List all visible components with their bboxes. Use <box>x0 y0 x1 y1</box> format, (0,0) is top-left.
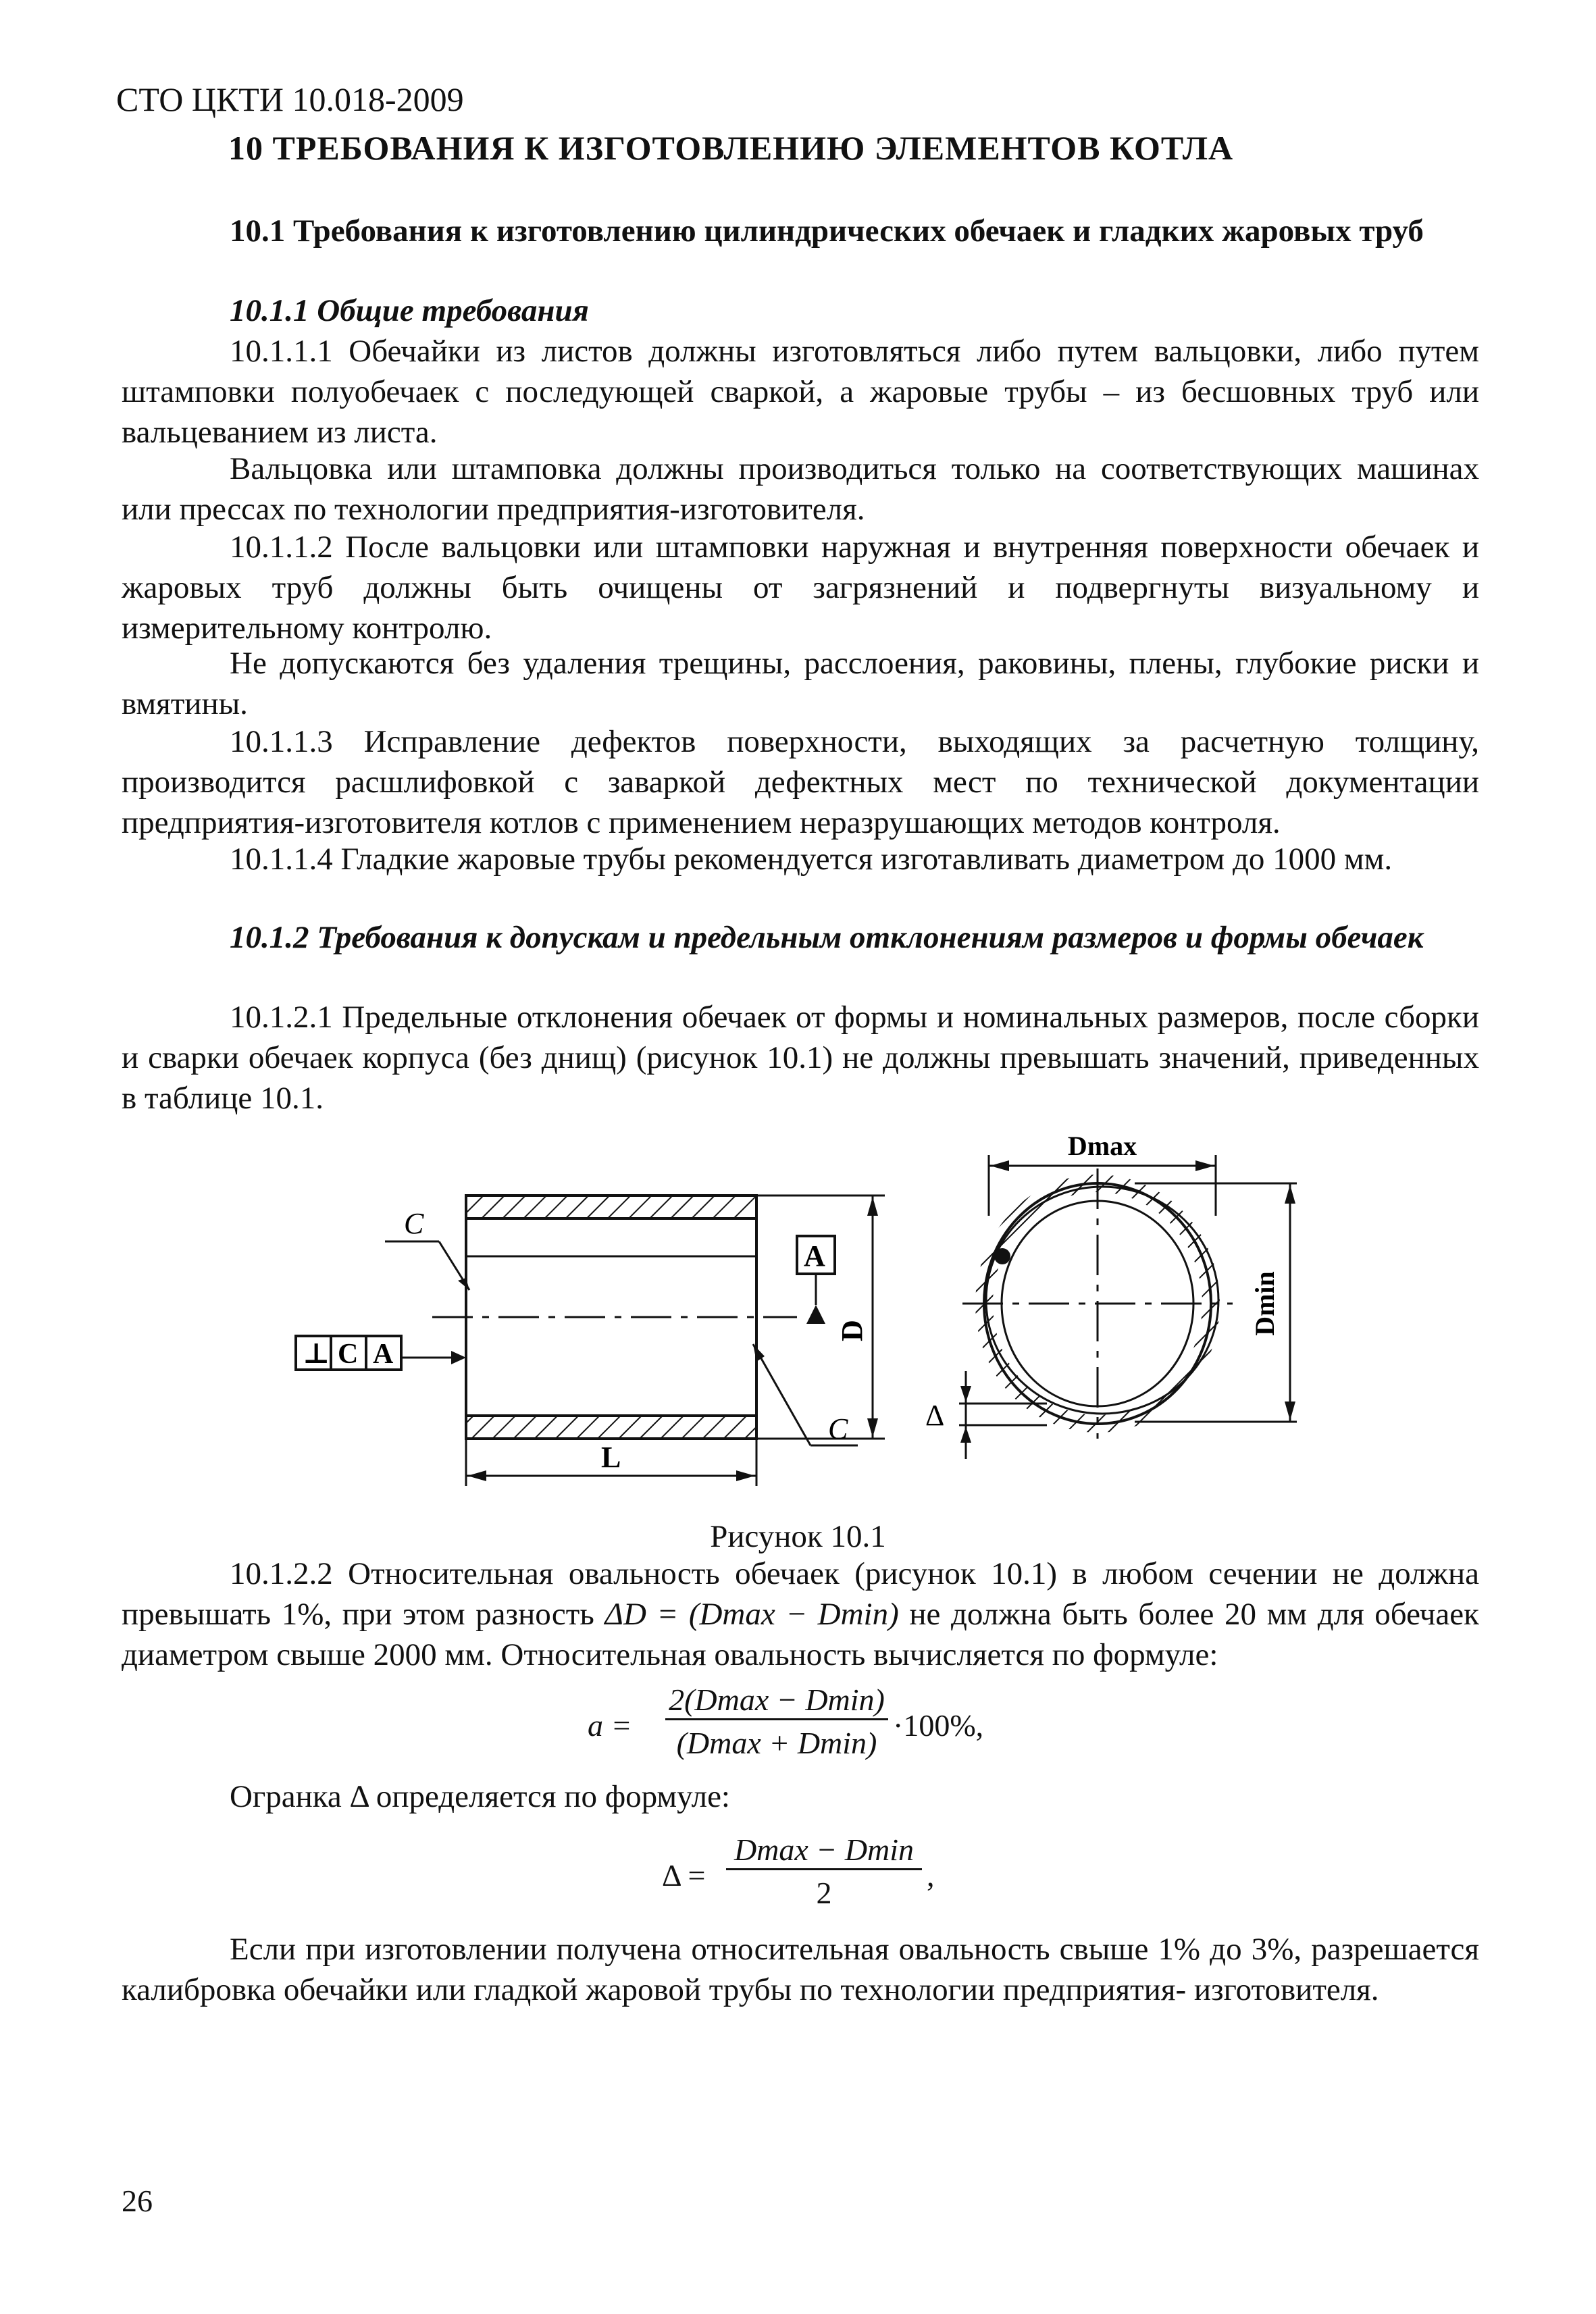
paragraph-10-1-2-1: 10.1.2.1 Предельные отклонения обечаек от формы и номинальных размеров, после сборки и сварки обечаек корпуса (без днищ) (рисунок 10.1) не должны превышать значений, приведенных в таблице 10.1. <box>122 1000 1479 1116</box>
paragraph-rolling: Вальцовка или штамповка должны производиться только на соответствующих машинах или прессах по технологии предприятия-изготовителя. <box>122 451 1479 527</box>
paragraph-10-1-2-2-start: 10.1.2.2 Относительная овальность обечаек (рисунок 10.1) в любом сечении не должна превышать 1%, при этом разность <box>122 1556 1479 1632</box>
paragraph-defects: Не допускаются без удаления трещины, расслоения, раковины, плены, глубокие риски и вмятины. <box>122 646 1479 721</box>
label-dmax: Dmax <box>1067 1131 1137 1161</box>
label-c-bottom: C <box>828 1412 848 1445</box>
formula-ovality-suffix: ·100%, <box>893 1708 984 1743</box>
formula-faceting-numerator: Dmax − Dmin <box>733 1832 915 1867</box>
paragraph-10-1-1-2: 10.1.1.2 После вальцовки или штамповки наружная и внутренняя поверхности обечаек и жаровых труб должны быть очищены от загрязнений и подвергнуты визуальному и измерительному контролю. <box>122 530 1479 646</box>
formula-ovality-lhs: a = <box>588 1708 632 1743</box>
label-delta: Δ <box>925 1399 945 1432</box>
page-number: 26 <box>122 2184 153 2218</box>
datum-label-a: A <box>804 1239 825 1272</box>
paragraph-10-1-1-4: 10.1.1.4 Гладкие жаровые трубы рекомендуется изготавливать диаметром до 1000 мм. <box>230 842 1393 877</box>
formula-ovality-numerator: 2(Dmax − Dmin) <box>669 1682 885 1717</box>
shell-side-view <box>296 1195 885 1486</box>
fraction-bar <box>665 1718 888 1720</box>
document-code: СТО ЦКТИ 10.018-2009 <box>116 80 464 118</box>
subsection-title-10-1: 10.1 Требования к изготовлению цилиндрических обечаек и гладких жаровых труб <box>230 213 1424 249</box>
tolerance-label-c: C <box>338 1339 359 1370</box>
paragraph-10-1-2-2 <box>122 1553 1479 1675</box>
formula-ovality <box>588 1682 1060 1770</box>
figure-shell-drawing <box>284 1121 1337 1499</box>
formula-faceting-lhs: Δ = <box>662 1858 706 1893</box>
paragraph-10-1-1-1: 10.1.1.1 Обечайки из листов должны изготовляться либо путем вальцовки, либо путем штамповки полуобечаек с последующей сваркой, а жаровые трубы – из бесшовных труб или вальцеванием из листа. <box>122 334 1479 450</box>
subsection-title-10-1-2: 10.1.2 Требования к допускам и предельным отклонениям размеров и формы обечаек <box>230 920 1424 955</box>
paragraph-faceting: Огранка Δ определяется по формуле: <box>230 1779 730 1814</box>
formula-faceting-denominator: 2 <box>816 1876 832 1910</box>
fraction-bar <box>726 1868 922 1870</box>
paragraph-10-1-2-2-end: не должна быть более 20 мм для обечаек диаметром свыше 2000 мм. Относительная овальность вычисляется по формуле: <box>122 1597 1479 1672</box>
inline-formula-delta-d: ΔD = (Dmax − Dmin) <box>604 1597 899 1632</box>
figure-caption: Рисунок 10.1 <box>710 1519 886 1554</box>
label-dmin: Dmin <box>1250 1271 1280 1336</box>
label-c-top: C <box>404 1207 424 1240</box>
formula-ovality-denominator: (Dmax + Dmin) <box>676 1726 877 1760</box>
tolerance-label-a: A <box>373 1339 394 1370</box>
label-d: D <box>835 1320 869 1341</box>
subsection-title-10-1-1: 10.1.1 Общие требования <box>230 293 589 328</box>
label-l: L <box>601 1441 621 1474</box>
perpendicularity-icon: ⊥ <box>303 1339 330 1370</box>
formula-faceting-suffix: , <box>927 1858 935 1893</box>
formula-faceting <box>662 1832 1000 1920</box>
section-title: 10 ТРЕБОВАНИЯ К ИЗГОТОВЛЕНИЮ ЭЛЕМЕНТОВ КОТЛА <box>228 129 1234 167</box>
paragraph-calibration: Если при изготовлении получена относительная овальность свыше 1% до 3%, разрешается калибровка обечайки или гладкой жаровой трубы по технологии предприятия- изготовителя. <box>122 1932 1479 2007</box>
paragraph-10-1-1-3: 10.1.1.3 Исправление дефектов поверхности, выходящих за расчетную толщину, производится расшлифовкой с заваркой дефектных мест по технической документации предприятия-изготовителя котлов с применением неразрушающих методов контроля. <box>122 724 1479 840</box>
shell-cross-section <box>925 1131 1297 1459</box>
